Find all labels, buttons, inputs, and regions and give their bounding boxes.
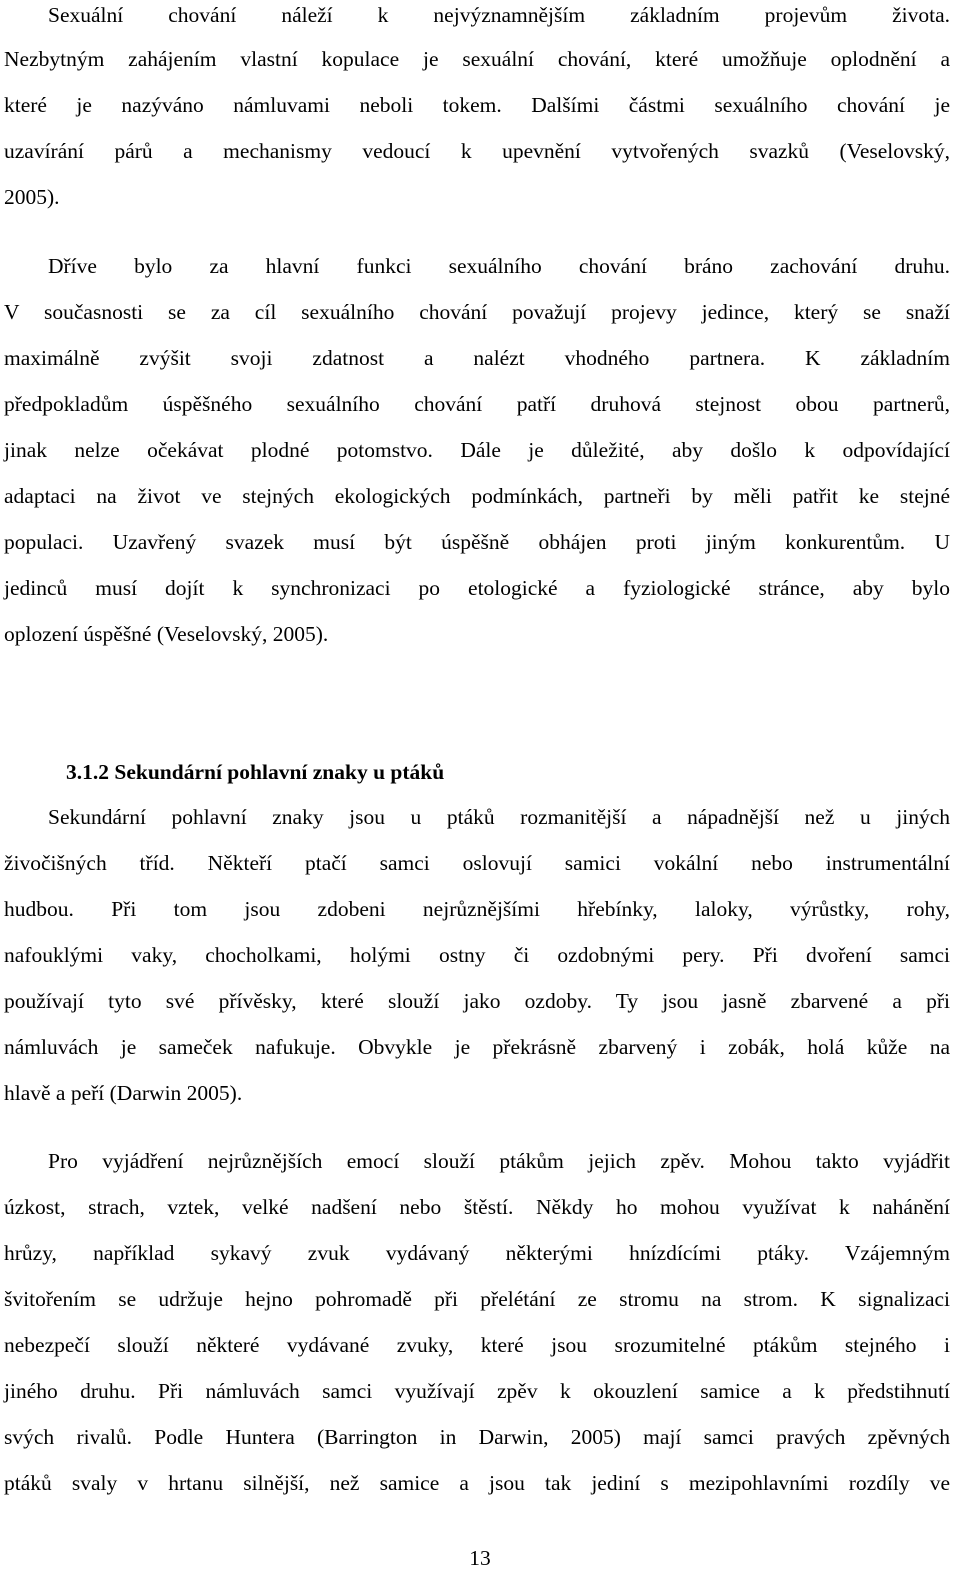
text-line: jiného druhu. Při námluvách samci využívají zpěv k okouzlení samice a k předstihnutí	[4, 1379, 950, 1403]
text-line: Sekundární pohlavní znaky jsou u ptáků rozmanitější a nápadnější než u jiných	[48, 805, 950, 829]
text-line: uzavírání párů a mechanismy vedoucí k upevnění vytvořených svazků (Veselovský,	[4, 139, 950, 163]
text-line: hudbou. Při tom jsou zdobeni nejrůznějšími hřebínky, laloky, výrůstky, rohy,	[4, 897, 950, 921]
text-line: oplození úspěšné (Veselovský, 2005).	[4, 622, 329, 646]
text-line: Pro vyjádření nejrůznějších emocí slouží ptákům jejich zpěv. Mohou takto vyjádřit	[48, 1149, 950, 1173]
text-line: svých rivalů. Podle Huntera (Barrington in Darwin, 2005) mají samci pravých zpěvných	[4, 1425, 950, 1449]
text-line: živočišných tříd. Někteří ptačí samci oslovují samici vokální nebo instrumentální	[4, 851, 950, 875]
text-line: švitořením se udržuje hejno pohromadě při přelétání ze stromu na strom. K signalizaci	[4, 1287, 950, 1311]
page-number: 13	[469, 1546, 491, 1570]
text-line: předpokladům úspěšného sexuálního chování patří druhová stejnost obou partnerů,	[4, 392, 950, 416]
text-line: úzkost, strach, vztek, velké nadšení nebo štěstí. Někdy ho mohou využívat k nahánění	[4, 1195, 950, 1219]
text-line: Dříve bylo za hlavní funkci sexuálního chování bráno zachování druhu.	[48, 254, 950, 278]
text-line: hlavě a peří (Darwin 2005).	[4, 1081, 243, 1105]
text-line: 2005).	[4, 185, 60, 209]
text-line: hrůzy, například sykavý zvuk vydávaný některými hnízdícími ptáky. Vzájemným	[4, 1241, 950, 1265]
section-heading: 3.1.2 Sekundární pohlavní znaky u ptáků	[66, 760, 445, 784]
text-line: Sexuální chování náleží k nejvýznamnějším základním projevům života.	[48, 3, 950, 27]
text-line: adaptaci na život ve stejných ekologických podmínkách, partneři by měli patřit ke stejné	[4, 484, 950, 508]
text-line: jinak nelze očekávat plodné potomstvo. Dále je důležité, aby došlo k odpovídající	[4, 438, 950, 462]
text-line: populaci. Uzavřený svazek musí být úspěšně obhájen proti jiným konkurentům. U	[4, 530, 950, 554]
text-line: které je nazýváno námluvami neboli tokem. Dalšími částmi sexuálního chování je	[4, 93, 950, 117]
text-line: nebezpečí slouží některé vydávané zvuky, které jsou srozumitelné ptákům stejného i	[4, 1333, 950, 1357]
text-line: používají tyto své přívěsky, které slouží jako ozdoby. Ty jsou jasně zbarvené a při	[4, 989, 950, 1013]
text-line: maximálně zvýšit svoji zdatnost a nalézt vhodného partnera. K základním	[4, 346, 950, 370]
text-line: ptáků svaly v hrtanu silnější, než samice a jsou tak jediní s mezipohlavními rozdíly ve	[4, 1471, 950, 1495]
text-line: Nezbytným zahájením vlastní kopulace je sexuální chování, které umožňuje oplodnění a	[4, 47, 950, 71]
text-line: jedinců musí dojít k synchronizaci po etologické a fyziologické stránce, aby bylo	[4, 576, 950, 600]
text-line: V současnosti se za cíl sexuálního chování považují projevy jedince, který se snaží	[4, 300, 950, 324]
text-line: námluvách je sameček nafukuje. Obvykle je překrásně zbarvený i zobák, holá kůže na	[4, 1035, 950, 1059]
text-line: nafouklými vaky, chocholkami, holými ostny či ozdobnými pery. Při dvoření samci	[4, 943, 950, 967]
